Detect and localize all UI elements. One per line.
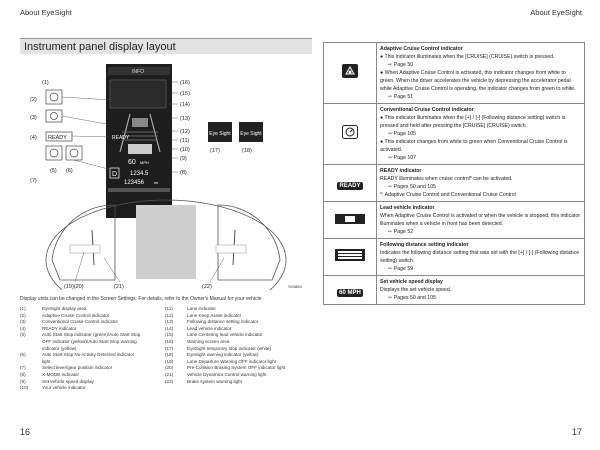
legend-text: Lane Centering lead vehicle indicator: [187, 332, 263, 338]
ready-icon: READY: [324, 165, 377, 202]
callout-1: (1): [42, 80, 49, 86]
legend-text: Adaptive Cruise Control indicator: [42, 312, 110, 318]
legend-left: [20, 306, 158, 392]
figure-id: S03869: [288, 284, 302, 289]
right-running-header: About EyeSight: [530, 8, 582, 17]
page-reference: ⇨ Pages 50 and 105: [388, 184, 436, 190]
indicator-row: [324, 104, 585, 165]
legend-item: [165, 313, 315, 320]
callout-6: (6): [66, 168, 73, 174]
callout-15: (15): [180, 91, 190, 97]
page-reference: ⇨ Page 52: [388, 229, 414, 235]
indicator-title: Set vehicle speed display: [380, 279, 443, 285]
legend-number: (19): [165, 358, 174, 364]
legend-item: [165, 319, 315, 326]
legend-item: [165, 339, 315, 346]
display-odo: 123456: [124, 180, 145, 186]
display-speed-unit: MPH: [140, 160, 149, 165]
your-vehicle-icon: [128, 144, 152, 154]
legend-number: (6): [20, 352, 26, 358]
legend-text: Conventional Cruise Control indicator: [42, 319, 119, 325]
indicator-row: [324, 165, 585, 202]
display-trip: 1234.5: [130, 171, 149, 177]
legend-number: (18): [165, 352, 174, 358]
legend-item: [20, 359, 158, 366]
legend-item: [20, 379, 158, 386]
legend-number: (4): [20, 325, 26, 331]
legend-number: (16): [165, 338, 174, 344]
indicator-title: Adaptive Cruise Control indicator: [380, 46, 463, 52]
legend-number: (5): [20, 332, 26, 338]
indicator-description: *: Adaptive Cruise Control and Conventional Cruise Control: [380, 192, 516, 198]
page-reference: ⇨ Page 51: [388, 94, 414, 100]
legend-text: Set vehicle speed display: [42, 378, 94, 384]
legend-item: [165, 326, 315, 333]
legend-item: [20, 339, 158, 346]
legend-text: Brake system warning light: [187, 378, 242, 384]
eyesight-text-1: Eye Sight: [209, 131, 231, 137]
legend-item: [20, 385, 158, 392]
callout-8: (8): [180, 170, 187, 176]
callout-10: (10): [180, 147, 190, 153]
page-reference: ⇨ Page 107: [388, 155, 416, 161]
legend-item: [165, 359, 315, 366]
page-title: Instrument panel display layout: [20, 38, 312, 54]
legend-text: Pre-Collision Braking System OFF indicator light: [187, 365, 286, 371]
legend-text: EyeSight warning indicator (yellow): [187, 352, 259, 358]
legend-item: [20, 332, 158, 339]
legend-number: (22): [165, 378, 174, 384]
legend-text: X-MODE indicator: [42, 371, 80, 377]
callout-9: (9): [180, 156, 187, 162]
legend-item: [165, 352, 315, 359]
indicator-row: [324, 276, 585, 305]
callout-4: (4): [30, 135, 37, 141]
legend-text: Your vehicle indicator: [42, 385, 86, 391]
callout-13: (13): [180, 116, 190, 122]
legend-number: (13): [165, 319, 174, 325]
callout-12: (12): [180, 129, 190, 135]
callout-5: (5): [50, 168, 57, 174]
callout-2: (2): [30, 97, 37, 103]
legend-text: EyeSight display area: [42, 306, 87, 311]
callout-ready-label: READY: [48, 135, 67, 141]
legend-text: Auto Start Stop indicator (green)/Auto Start Stop: [42, 332, 141, 338]
legend-item: [165, 306, 315, 313]
indicator-description: READY illuminates when cruise control* can be activated.: [380, 176, 513, 182]
lead-vehicle-icon: [324, 202, 377, 239]
legend-text: Auto Start Stop No Activity Detected indicator: [42, 352, 135, 358]
indicator-description: Indicates the following distance setting that was set with the [+] / [-] (Following distance setting) switch.: [380, 250, 580, 264]
callout-7: (7): [30, 178, 37, 184]
legend-item: [20, 365, 158, 372]
legend-text: Lead vehicle indicator: [187, 325, 232, 331]
callout-17: (17): [210, 148, 220, 154]
page-reference: ⇨ Page 105: [388, 131, 416, 137]
legend-number: (20): [165, 365, 174, 371]
legend-item: [20, 313, 158, 320]
legend-right: [165, 306, 315, 385]
cc-indicator-callout-box: [46, 110, 62, 122]
indicator-description: Displays the set vehicle speed.: [380, 287, 452, 293]
eyesight-text-2: Eye Sight: [240, 131, 262, 137]
callout-18: (18): [242, 148, 252, 154]
bottom-callouts: [64, 284, 212, 290]
indicator-title: Lead vehicle indicator: [380, 205, 435, 211]
legend-number: (8): [20, 371, 26, 377]
indicator-description: ● This indicator changes from white to green when Conventional Cruise Control is activated.: [380, 139, 568, 153]
display-info-label: INFO: [132, 69, 144, 75]
acc-indicator-callout-box: [46, 90, 62, 104]
legend-item: [165, 332, 315, 339]
svg-text:D: D: [112, 171, 118, 178]
legend-number: [20, 359, 42, 366]
adaptive-cruise-icon: [324, 43, 377, 104]
legend-number: (7): [20, 365, 26, 371]
legend-item: [165, 379, 315, 386]
legend-text: EyeSight temporary stop indicator (white): [187, 345, 271, 351]
cruise-control-icon: [324, 104, 377, 165]
legend-number: [20, 339, 42, 346]
legend-number: (3): [20, 319, 26, 325]
legend-number: (21): [165, 371, 174, 377]
legend-text: Lane Keep Assist indicator: [187, 312, 242, 318]
lead-vehicle-icon: [132, 118, 148, 127]
callout-19-20: (19)(20): [64, 284, 84, 290]
callout-11: (11): [180, 138, 190, 144]
legend-text: Warning screen area: [187, 338, 230, 344]
right-page-number: 17: [571, 427, 582, 437]
indicator-title: Conventional Cruise Control indicator: [380, 107, 474, 113]
indicator-table: [323, 42, 585, 305]
legend-item: [165, 365, 315, 372]
legend-item: [165, 346, 315, 353]
instrument-panel-diagram: [20, 60, 312, 290]
indicator-title: Following distance setting indicator: [380, 242, 469, 248]
legend-text: Vehicle Dynamics Control warning light: [187, 371, 267, 377]
legend-text: Lane Departure Warning OFF indicator light: [187, 358, 276, 364]
display-ready-label: READY: [112, 135, 130, 141]
legend-number: (9): [20, 378, 26, 384]
indicator-description: ● When Adaptive Cruise Control is activated, this indicator changes from white to green. When the driver accelerates the vehicle by depressing the accelerator pedal while Adaptive Cruise Control is operating, the indicator changes from green to white.: [380, 70, 576, 92]
left-page-number: 16: [20, 427, 31, 437]
legend-item: [20, 306, 158, 313]
legend-number: [20, 346, 42, 353]
legend-text: Following distance setting indicator: [187, 319, 259, 325]
legend-number: (2): [20, 312, 26, 318]
callout-16: (16): [180, 80, 190, 86]
right-callouts: [180, 80, 190, 176]
center-display: [136, 205, 196, 279]
legend-number: (17): [165, 345, 174, 351]
legend-text: READY indicator: [42, 325, 77, 331]
legend-item: [20, 352, 158, 359]
callout-3: (3): [30, 115, 37, 121]
callout-14: (14): [180, 102, 190, 108]
following-distance-icon: [324, 239, 377, 276]
figure-caption: Display units can be changed in the Screen Settings. For details, refer to the Owner's Manual for your vehicle: [20, 296, 262, 302]
warning-screen-area: [110, 80, 166, 108]
display-speed: 60: [128, 159, 136, 166]
callout-21: (21): [114, 284, 124, 290]
indicator-row: [324, 239, 585, 276]
page-reference: ⇨ Page 59: [388, 266, 414, 272]
legend-number: (1): [20, 306, 26, 311]
legend-number: (15): [165, 332, 174, 338]
left-running-header: About EyeSight: [20, 8, 72, 17]
display-odo-unit: mi: [154, 180, 159, 185]
legend-text: light: [42, 358, 51, 364]
legend-number: (11): [165, 306, 173, 311]
legend-number: (10): [20, 385, 29, 391]
legend-item: [20, 372, 158, 379]
indicator-row: [324, 43, 585, 104]
page-reference: ⇨ Page 50: [388, 62, 414, 68]
legend-text: Lane indicator: [187, 306, 216, 311]
indicator-description: ● This indicator illuminates when the [+] / [-] (Following distance setting) switch is pressed and held after pressing the [CRUISE] (CRUISE) switch.: [380, 115, 566, 129]
legend-item: [20, 319, 158, 326]
indicator-title: READY indicator: [380, 168, 422, 174]
legend-item: [165, 372, 315, 379]
indicator-description: ● This indicator illuminates when the [CRUISE] (CRUISE) switch is pressed.: [380, 54, 555, 60]
set-speed-icon: 60 MPH: [324, 276, 377, 305]
callout-22: (22): [202, 284, 212, 290]
legend-item: [20, 326, 158, 333]
legend-text: OFF indicator (yellow)/Auto Start Stop warning: [42, 338, 137, 344]
legend-item: [20, 346, 158, 353]
legend-number: (14): [165, 325, 174, 331]
legend-text: indicator (yellow): [42, 345, 77, 351]
legend-text: Select lever/gear position indicator: [42, 365, 113, 371]
indicator-row: [324, 202, 585, 239]
indicator-description: When Adaptive Cruise Control is activated or when the vehicle is stopped, this indicator illuminates when a vehicle in front has been detected.: [380, 213, 581, 227]
page-reference: ⇨ Pages 50 and 105: [388, 295, 436, 301]
legend-number: (12): [165, 312, 174, 318]
